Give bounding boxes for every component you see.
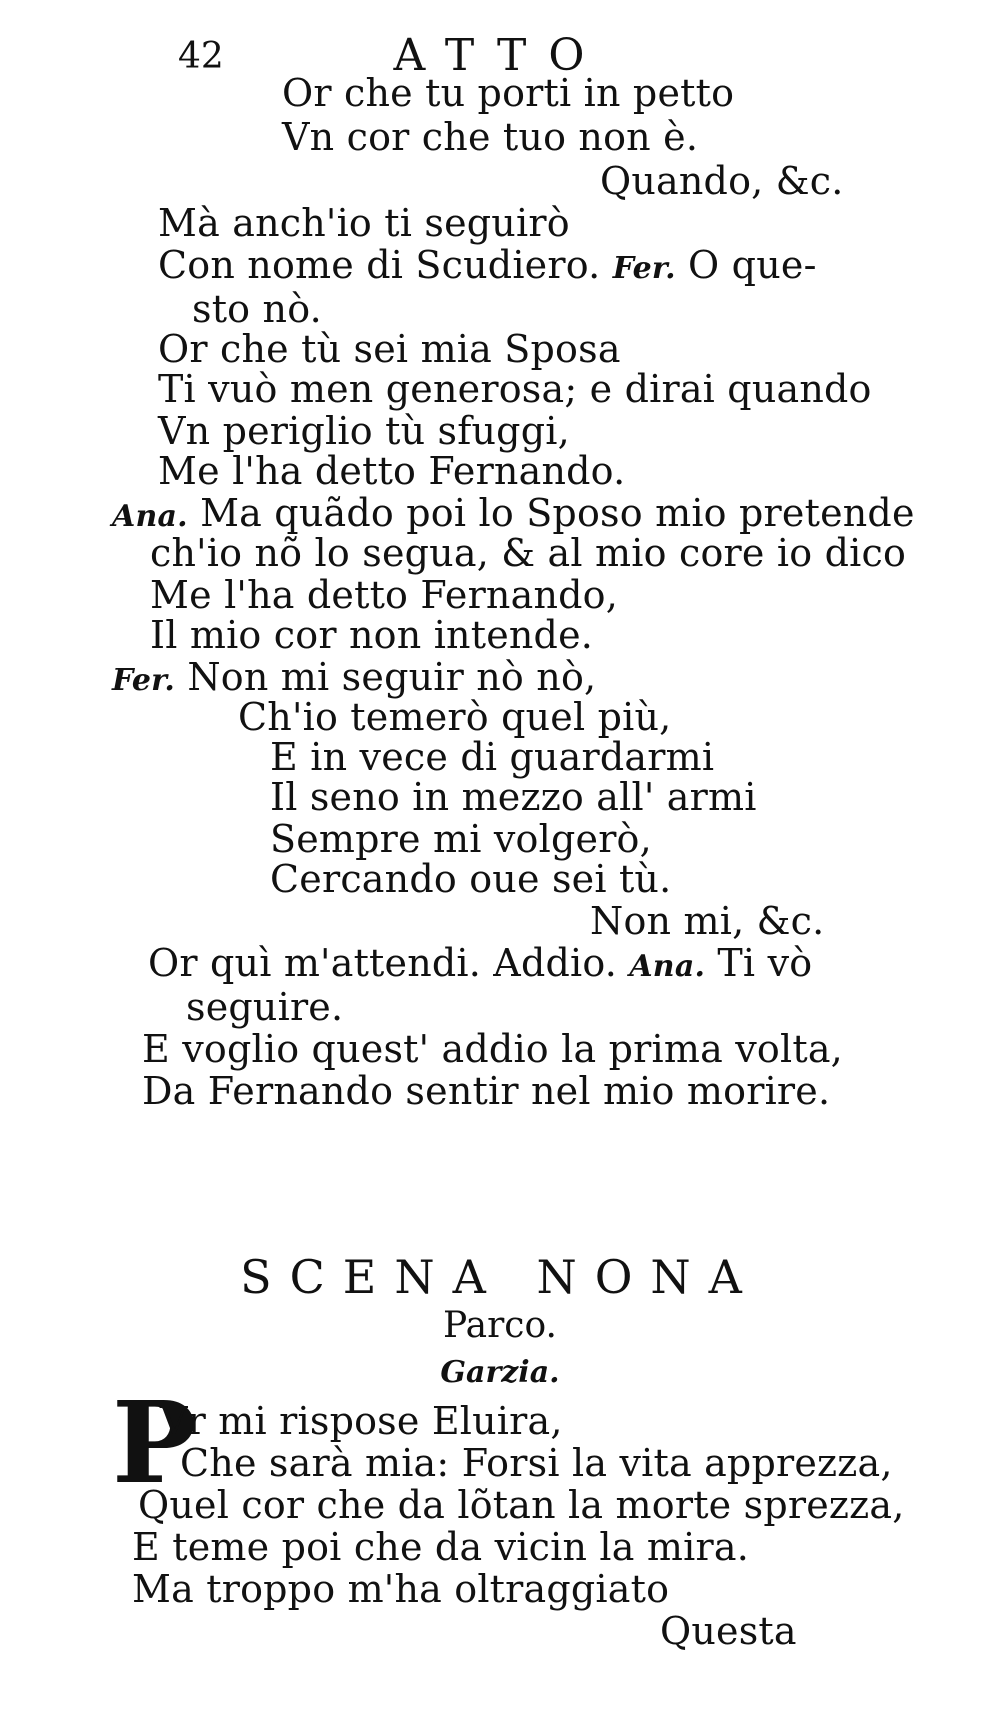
speaker-label: Fer. <box>612 251 676 286</box>
verse-line: Vr mi rispose Eluira, <box>160 1399 563 1443</box>
catchword: Questa <box>660 1609 797 1653</box>
speaker-label: Ana. <box>112 499 188 534</box>
verse-cue: Quando, &c. <box>600 159 844 203</box>
verse-line: Vn periglio tù sfuggi, <box>158 409 570 453</box>
verse-line: sto nò. <box>192 287 322 331</box>
verse-line: Che sarà mia: Forsi la vita apprezza, <box>180 1441 893 1485</box>
scene-character: Garzia. <box>440 1355 560 1390</box>
running-title: ATTO <box>393 30 607 81</box>
verse-line: Mà anch'io ti seguirò <box>158 201 570 245</box>
verse-text: Or quì m'attendi. Addio. <box>148 941 618 985</box>
verse-line <box>158 242 817 292</box>
verse-line: seguire. <box>186 985 344 1029</box>
verse-line: ch'io nõ lo segua, & al mio core io dico <box>150 531 907 575</box>
verse-line: Sempre mi volgerò, <box>270 817 652 861</box>
verse-cue: Non mi, &c. <box>590 899 825 943</box>
verse-line: Ch'io temerò quel più, <box>238 695 672 739</box>
verse-line: Or che tu porti in petto <box>282 71 735 115</box>
verse-line: Cercando oue sei tù. <box>270 857 672 901</box>
verse-line: Or che tù sei mia Sposa <box>158 327 621 371</box>
drop-cap: P <box>112 1378 197 1509</box>
verse-line: Il seno in mezzo all' armi <box>270 775 757 819</box>
scene-place: Parco. <box>443 1305 557 1346</box>
verse-line: E teme poi che da vicin la mira. <box>132 1525 749 1569</box>
verse-line: E voglio quest' addio la prima volta, <box>142 1027 843 1071</box>
verse-line: Ma troppo m'ha oltraggiato <box>132 1567 670 1611</box>
verse-text: Con nome di Scudiero. <box>158 243 601 287</box>
verse-line: E in vece di guardarmi <box>270 735 715 779</box>
verse-text: Ti vò <box>717 941 813 985</box>
verse-text: O que- <box>688 243 817 287</box>
scene-title: SCENA NONA <box>240 1250 760 1304</box>
verse-line: Da Fernando sentir nel mio morire. <box>142 1069 831 1113</box>
speaker-label: Fer. <box>112 663 176 698</box>
verse-line <box>148 940 812 990</box>
verse-line: Me l'ha detto Fernando, <box>150 573 619 617</box>
speaker-label: Ana. <box>629 949 706 984</box>
verse-line: Vn cor che tuo non è. <box>282 115 699 159</box>
verse-line: Quel cor che da lõtan la morte sprezza, <box>138 1483 905 1527</box>
verse-line: Me l'ha detto Fernando. <box>158 449 626 493</box>
verse-text: Ma quãdo poi lo Sposo mio pretende <box>200 491 915 535</box>
verse-text: Non mi seguir nò nò, <box>187 655 597 699</box>
page-number: 42 <box>178 36 224 77</box>
verse-line: Il mio cor non intende. <box>150 613 594 657</box>
verse-line: Ti vuò men generosa; e dirai quando <box>158 367 872 411</box>
